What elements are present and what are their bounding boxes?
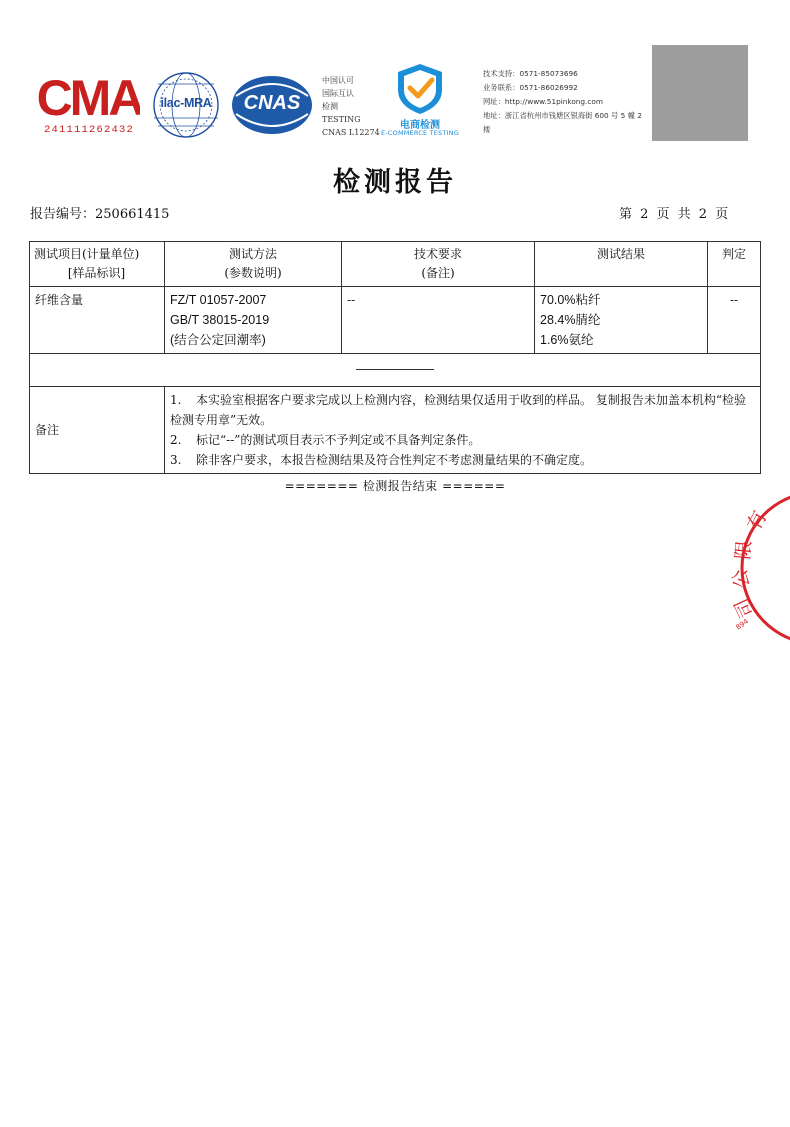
- report-number: 报告编号：250661415: [30, 207, 170, 222]
- seal-char: 有: [742, 507, 772, 535]
- table-row: [30, 287, 761, 354]
- header-method: [165, 242, 342, 287]
- ilac-label: ilac-MRA: [160, 96, 212, 110]
- seal-stamp-icon: [700, 490, 790, 650]
- separator-cell: [30, 354, 761, 387]
- cma-code: 241111262432: [43, 124, 134, 136]
- note-text: 除非客户要求，本报告检测结果及符合性判定不考虑测量结果的不确定度。: [196, 453, 593, 467]
- cnas-caption-line: 中国认可: [322, 76, 354, 85]
- cnas-caption-line: 国际互认: [322, 89, 354, 98]
- header-judgement: [708, 242, 761, 287]
- header-item-line: [样品标识]: [67, 266, 126, 280]
- note-item: [170, 430, 755, 450]
- cell-method: [165, 287, 342, 354]
- address: 地址：浙江省杭州市钱塘区银海街 600 号 5 幢 2 楼: [483, 111, 642, 134]
- method-line: (结合公定回潮率): [170, 333, 266, 347]
- header-requirement: [342, 242, 535, 287]
- cnas-caption-line: TESTING: [322, 115, 361, 124]
- note-number: 1.: [170, 393, 182, 407]
- shield-check-icon: [380, 60, 460, 116]
- result-line: 28.4%腈纶: [540, 313, 601, 327]
- notes-label: 备注: [30, 387, 165, 474]
- cnas-caption-line: CNAS L12274: [322, 128, 380, 137]
- cnas-caption-line: 检测: [322, 102, 338, 111]
- page-info: 第 2 页 共 2 页: [619, 207, 729, 222]
- contact-info: [483, 67, 648, 137]
- notes-row: [30, 387, 761, 474]
- website-link: 网址：http://www.51pinkong.com: [483, 97, 603, 106]
- note-text: 标记“--”的测试项目表示不予判定或不具备判定条件。: [196, 433, 481, 447]
- page-title: 检测报告: [333, 167, 457, 198]
- cnas-label: CNAS: [243, 92, 301, 114]
- results-table: [29, 241, 761, 474]
- cma-letters: CMA: [38, 70, 140, 124]
- cnas-caption: [322, 74, 380, 139]
- header-method-line: (参数说明): [224, 266, 282, 280]
- cell-item: 纤维含量: [30, 287, 165, 354]
- report-end-line: ======= 检测报告结束 ======: [284, 479, 506, 493]
- cell-result: [535, 287, 708, 354]
- seal-digits: 894: [734, 617, 751, 632]
- note-number: 3.: [170, 453, 182, 467]
- cma-logo-icon: [38, 70, 140, 124]
- method-line: GB/T 38015-2019: [170, 313, 270, 327]
- separator-row: [30, 354, 761, 387]
- header-item: [30, 242, 165, 287]
- ecommerce-testing-logo: [380, 60, 460, 140]
- header-method-line: 测试方法: [228, 247, 277, 261]
- seal-char: 公: [728, 567, 754, 590]
- separator-line: [356, 369, 434, 370]
- business-phone: 业务联系：0571-86026992: [483, 83, 578, 92]
- ecommerce-en-label: E-COMMERCE TESTING: [381, 129, 459, 137]
- header-judgement-line: 判定: [721, 247, 746, 261]
- note-item: [170, 390, 755, 430]
- cell-judgement: --: [708, 287, 761, 354]
- note-text: 本实验室根据客户要求完成以上检测内容，检测结果仅适用于收到的样品。 复制报告未加盖本机构“检验检测专用章”无效。: [170, 393, 746, 427]
- table-header-row: [30, 242, 761, 287]
- header-result-line: 测试结果: [596, 247, 645, 261]
- ecommerce-cn-label: 电商检测: [400, 120, 440, 131]
- notes-cell: [165, 387, 761, 474]
- note-item: [170, 450, 755, 470]
- cma-logo: [38, 70, 140, 140]
- company-seal: [700, 490, 790, 650]
- cnas-logo: [230, 74, 314, 136]
- result-line: 70.0%粘纤: [540, 293, 601, 307]
- qr-code-placeholder: [652, 45, 748, 141]
- header-requirement-line: 技术要求: [413, 247, 462, 261]
- cell-requirement: --: [342, 287, 535, 354]
- header-item-line: 测试项目(计量单位): [34, 247, 140, 261]
- header-requirement-line: (备注): [421, 266, 455, 280]
- ilac-mra-logo: [150, 70, 222, 140]
- seal-char: 司: [730, 594, 759, 622]
- result-line: 1.6%氨纶: [540, 333, 594, 347]
- tech-support-phone: 技术支持：0571-85073696: [483, 69, 578, 78]
- header-result: [535, 242, 708, 287]
- method-line: FZ/T 01057-2007: [170, 293, 267, 307]
- seal-char: 限: [732, 539, 756, 561]
- note-number: 2.: [170, 433, 182, 447]
